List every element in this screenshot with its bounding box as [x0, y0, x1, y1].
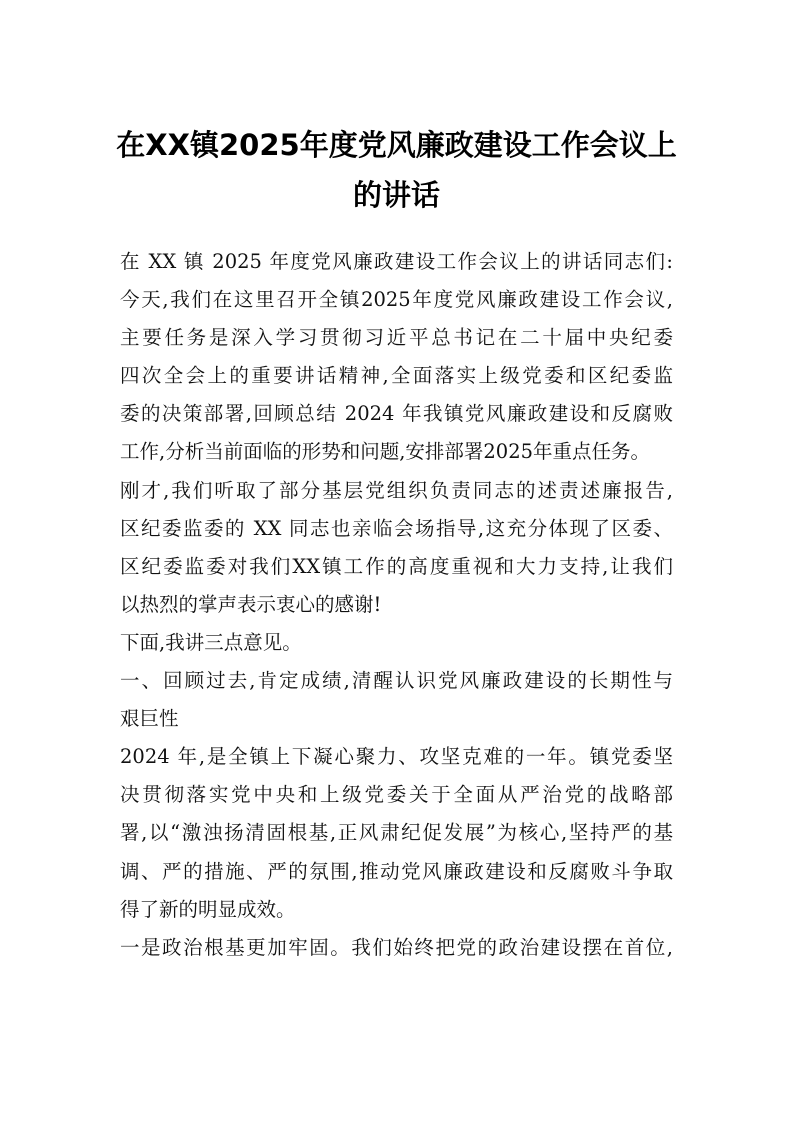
body-text-line: 刚才,我们听取了部分基层党组织负责同志的述责述廉报告,: [120, 478, 673, 502]
document-title-line-2: 的讲话: [352, 178, 440, 212]
body-text-line: 调、严的措施、严的氛围,推动党风廉政建设和反腐败斗争取: [120, 859, 673, 883]
body-text-line: 在 XX 镇 2025 年度党风廉政建设工作会议上的讲话同志们:: [120, 250, 673, 273]
body-text-line: 一是政治根基更加牢固。我们始终把党的政治建设摆在首位,: [120, 935, 673, 959]
body-text-line: 得了新的明显成效。: [120, 897, 296, 921]
body-text-line: 2024 年,是全镇上下凝心聚力、攻坚克难的一年。镇党委坚: [120, 745, 673, 769]
body-text-line: 区纪委监委的 XX 同志也亲临会场指导,这充分体现了区委、: [120, 516, 673, 540]
body-text-line: 区纪委监委对我们XX镇工作的高度重视和大力支持,让我们: [120, 554, 673, 578]
body-text-line: 艰巨性: [120, 707, 179, 731]
body-text-line: 工作,分析当前面临的形势和问题,安排部署2025年重点任务。: [120, 440, 651, 464]
body-text-line: 署,以“激浊扬清固根基,正风肃纪促发展”为核心,坚持严的基: [120, 821, 673, 845]
body-text-line: 委的决策部署,回顾总结 2024 年我镇党风廉政建设和反腐败: [120, 402, 673, 426]
document-title-line-1: 在XX镇2025年度党风廉政建设工作会议上: [116, 128, 677, 162]
body-text-line: 今天,我们在这里召开全镇2025年度党风廉政建设工作会议,: [120, 288, 673, 312]
body-text-line: 主要任务是深入学习贯彻习近平总书记在二十届中央纪委: [120, 326, 673, 350]
body-text-line: 一、回顾过去,肯定成绩,清醒认识党风廉政建设的长期性与: [120, 669, 673, 693]
document-body: [120, 243, 673, 967]
body-text-line: 决贯彻落实党中央和上级党委关于全面从严治党的战略部: [120, 783, 673, 807]
body-text-line: 以热烈的掌声表示衷心的感谢!: [120, 592, 382, 616]
body-text-line: 下面,我讲三点意见。: [120, 630, 302, 654]
body-text-line: 四次全会上的重要讲话精神,全面落实上级党委和区纪委监: [120, 364, 673, 388]
